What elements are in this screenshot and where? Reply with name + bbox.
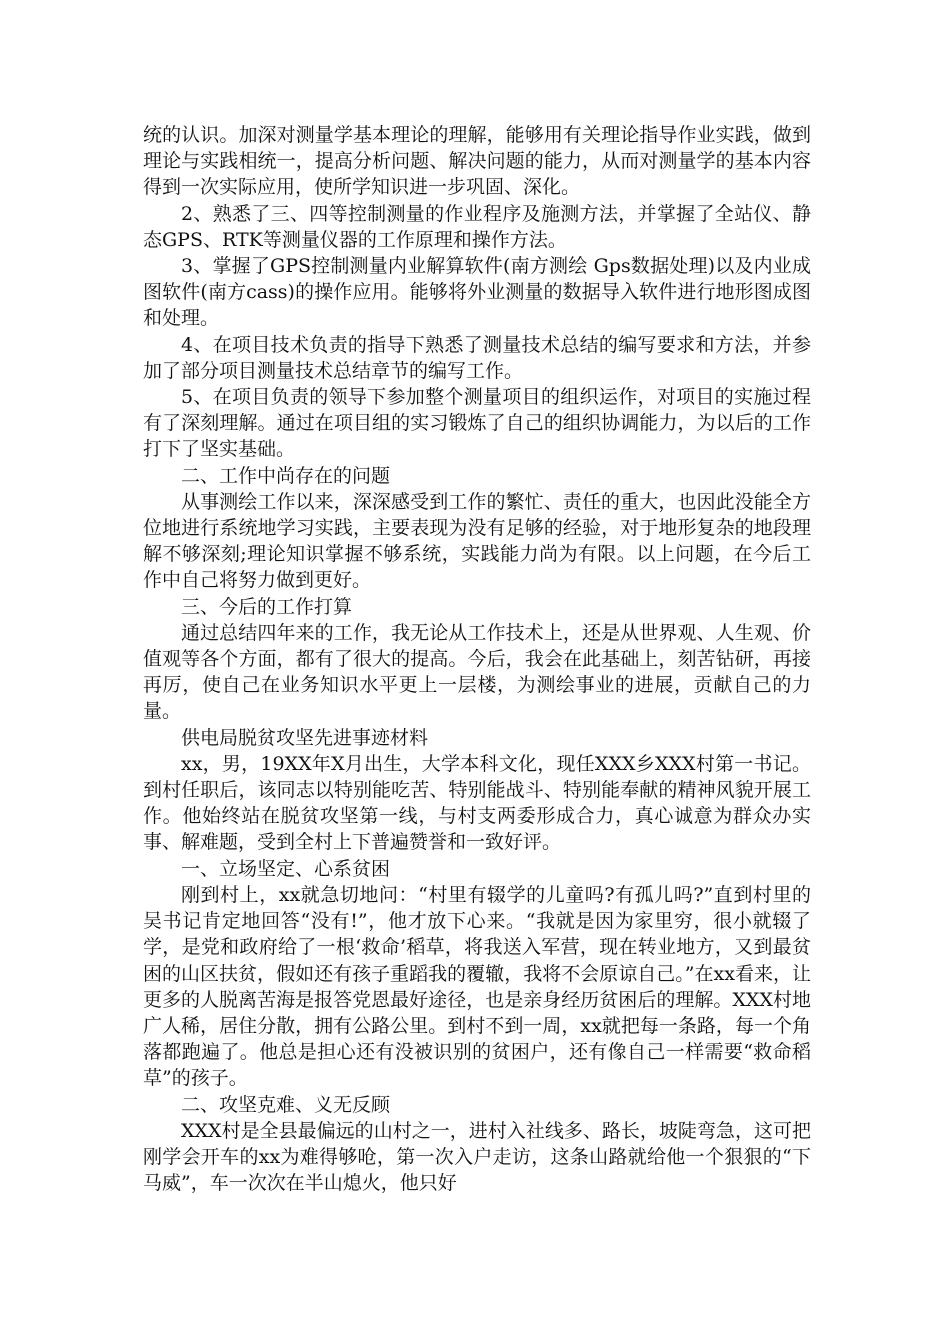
paragraph-6: 从事测绘工作以来，深深感受到工作的繁忙、责任的重大，也因此没能全方位地进行系统地学习实践，主要表现为没有足够的经验，对于地形复杂的地段理解不够深刻;理论知识掌握不够系统，实践能力尚为有限。以上问题，在今后工作中自己将努力做到更好。 [143, 490, 811, 592]
paragraph-9: 刚到村上，xx就急切地问：“村里有辍学的儿童吗?有孤儿吗?”直到村里的吴书记肯定地回答“没有!”，他才放下心来。“我就是因为家里穷，很小就辍了学，是党和政府给了一根‘救命’稻草，将我送入军营，现在转业地方，又到最贫困的山区扶贫，假如还有孩子重蹈我的覆辙，我将不会原谅自己。”在xx看来，让更多的人脱离苦海是报答党恩最好途径，也是亲身经历贫困后的理解。XXX村地广人稀，居住分散，拥有公路公里。到村不到一周，xx就把每一条路，每一个角落都跑遍了。他总是担心还有没被识别的贫困户，还有像自己一样需要“救命稻草”的孩子。 [143, 883, 811, 1090]
paragraph-1: 统的认识。加深对测量学基本理论的理解，能够用有关理论指导作业实践，做到理论与实践相统一，提高分析问题、解决问题的能力，从而对测量学的基本内容得到一次实际应用，使所学知识进一步巩固、深化。 [143, 124, 811, 199]
section-heading-2: 二、工作中尚存在的问题 [181, 464, 391, 487]
section-heading-b: 二、攻坚克难、义无反顾 [181, 1093, 391, 1116]
paragraph-8: xx，男，19XX年X月出生，大学本科文化，现任XXX乡XXX村第一书记。到村任职后，该同志以特别能吃苦、特别能战斗、特别能奉献的精神风貌开展工作。他始终站在脱贫攻坚第一线，与村支两委形成合力，真心诚意为群众办实事、解难题，受到全村上下普遍赞誉和一致好评。 [143, 752, 811, 854]
document-body [143, 122, 811, 1196]
paragraph-2: 2、熟悉了三、四等控制测量的作业程序及施测方法，并掌握了全站仪、静态GPS、RTK等测量仪器的工作原理和操作方法。 [143, 202, 811, 251]
paragraph-7: 通过总结四年来的工作，我无论从工作技术上，还是从世界观、人生观、价值观等各个方面，都有了很大的提高。今后，我会在此基础上，刻苦钻研，再接再厉，使自己在业务知识水平更上一层楼，为测绘事业的进展，贡献自己的力量。 [143, 621, 811, 723]
section-heading-a: 一、立场坚定、心系贫困 [181, 857, 391, 880]
paragraph-5: 5、在项目负责的领导下参加整个测量项目的组织运作，对项目的实施过程有了深刻理解。通过在项目组的实习锻炼了自己的组织协调能力，为以后的工作打下了坚实基础。 [143, 386, 811, 461]
paragraph-3: 3、掌握了GPS控制测量内业解算软件(南方测绘 Gps数据处理)以及内业成图软件(南方cass)的操作应用。能够将外业测量的数据导入软件进行地形图成图和处理。 [143, 255, 811, 330]
paragraph-10: XXX村是全县最偏远的山村之一，进村入社线多、路长，坡陡弯急，这可把刚学会开车的xx为难得够呛，第一次入户走访，这条山路就给他一个狠狠的“下马威”，车一次次在半山熄火，他只好 [143, 1119, 811, 1195]
paragraph-4: 4、在项目技术负责的指导下熟悉了测量技术总结的编写要求和方法，并参加了部分项目测量技术总结章节的编写工作。 [143, 333, 811, 382]
article-title: 供电局脱贫攻坚先进事迹材料 [181, 726, 429, 749]
section-heading-3: 三、今后的工作打算 [181, 595, 353, 618]
